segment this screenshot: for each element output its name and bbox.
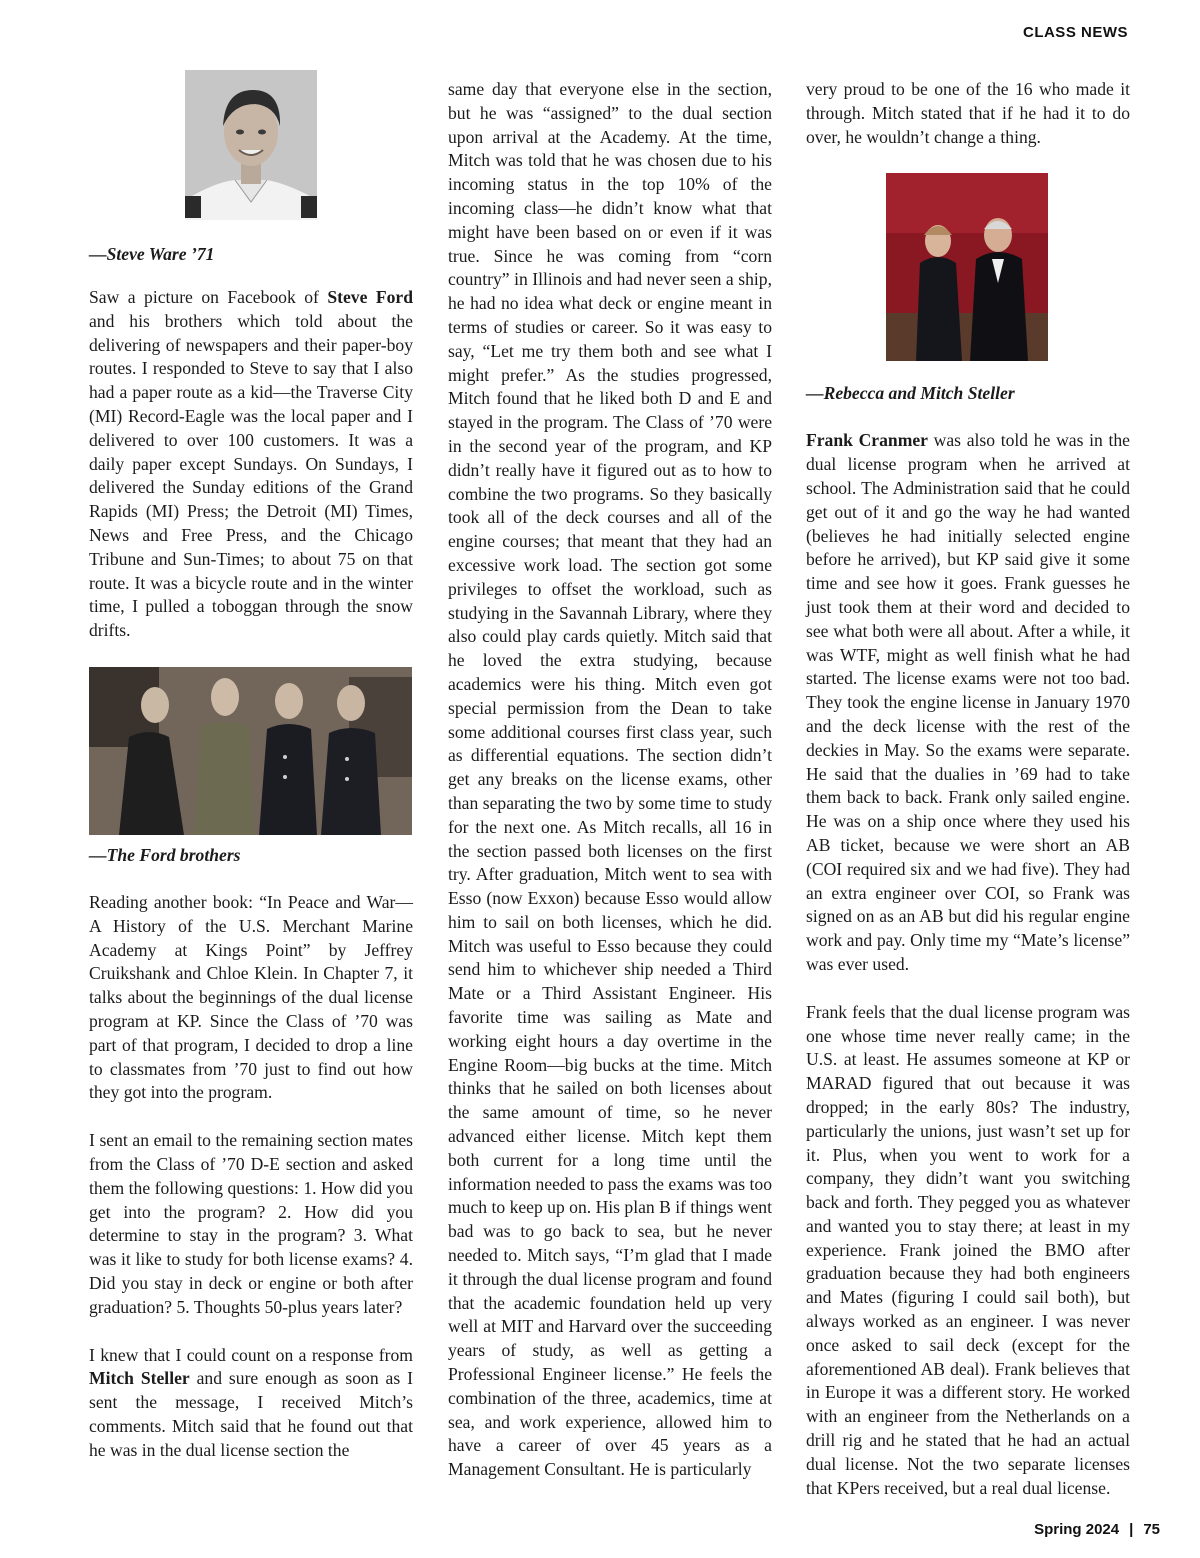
photo-rebecca-mitch-steller (886, 173, 1048, 361)
photo-caption-rebecca-mitch: —Rebecca and Mitch Steller (806, 383, 1015, 404)
name-steve-ford: Steve Ford (327, 287, 413, 307)
paragraph-mitch-intro: I knew that I could count on a response from (89, 1344, 413, 1365)
photo-caption-steve-ware: —Steve Ware ’71 (89, 244, 215, 264)
column-3 (806, 78, 1130, 1524)
paragraph-email-questions: I sent an email to the remaining section mates from the Class of ’70 D-E section and asked them the following questions: 1. How did you get into the program? 2. How did you determine to stay in the program? 3. What was it like to study for both license exams? 4. Did you stay in deck or engine or both after graduation? 5. Thoughts 50-plus years later? (89, 1130, 413, 1317)
paragraph-paper-route (89, 286, 413, 643)
footer-separator: | (1129, 1521, 1134, 1538)
paragraph-frank-thoughts: Frank feels that the dual license program was one whose time never really came; in the U.S. at least. He assumes someone at KP or MARAD figured that out because it was dropped; in the early 80s? The industry, particularly the unions, just wasn’t set up for it. Plus, when you went to work for a company, they didn’t want you switching back and forth. They pegged you as whatever and wanted you to stay there; at least in my experience. Frank joined the BMO after graduation because they had both engineers and Mates (figuring I could sail both), but always worked as an engineer. I was never once asked to sail deck (except for the aforementioned AB deal). Frank believes that in Europe it was a different story. He worked with an engineer from the Netherlands on a drill rig and he stated that he had an actual dual license. Not the two separate licenses that KPers received, but a real dual license. (806, 1001, 1130, 1498)
paragraph-paper-route-intro: Saw a picture on Facebook of (89, 287, 328, 307)
paragraph-mitch-response (89, 1344, 413, 1463)
paragraph-mitch-conclusion: very proud to be one of the 16 who made it through. Mitch stated that if he had it to do over, he wouldn’t change a thing. (806, 79, 1130, 147)
group-photo-ford-brothers (89, 667, 412, 835)
photo-caption-ford-brothers: —The Ford brothers (89, 844, 241, 865)
paragraph-frank-text: was also told he was in the dual license program when he arrived at school. The Administration said that he could get out of it and go the way he had wanted (believes he had initially selected engine before he arrived), but KP said give it some time and see how it goes. Frank guesses he just took them at their word and decided to see what both were all about. After a while, it was WTF, might as well finish what he had started. The license exams were not too bad. They took the engine license in January 1970 and the deck license with the rest of the deckies in May. So the exams were separate. He said that the dualies in ’69 had to take them back to back. Frank only sailed engine. He was on a ship once where they used his AB ticket, because we were short an AB (COI required six and we had five). They had an extra engineer over COI, so Frank was signed on as an AB but did his regular engine work and pay. Only time my “Mate’s license” was ever used. (806, 430, 1130, 974)
paragraph-paper-route-text: and his brothers which told about the delivering of newspapers and their paper-boy routes. I responded to Steve to say that I also had a paper route as a kid—the Traverse City (MI) Record-Eagle was the local paper and I delivered to over 100 customers. It was a daily paper except Sundays. On Sundays, I delivered the Sunday editions of the Grand Rapids (MI) Press; the Detroit (MI) Times, News and Free Press, and the Chicago Tribune and Sun-Times; to about 75 on that route. It was a bicycle route and in the winter time, I pulled a toboggan through the snow drifts. (89, 310, 413, 641)
name-frank-cranmer: Frank Cranmer (806, 430, 928, 451)
portrait-photo-steve-ware (185, 70, 317, 220)
paragraph-book: Reading another book: “In Peace and War—A History of the U.S. Merchant Marine Academy at Kings Point” by Jeffrey Cruikshank and Chloe Klein. In Chapter 7, it talks about the beginnings of the dual license program at KP. Since the Class of ’70 was part of that program, I decided to drop a line to classmates from ’70 just to find out how they got into the program. (89, 891, 413, 1103)
paragraph-mitch-story: same day that everyone else in the section, but he was “assigned” to the dual section upon arrival at the Academy. At the time, Mitch was told that he was chosen due to his incoming status in the top 10% of the incoming class—he didn’t know what that might have been based on or even if it was true. Since he was coming from “corn country” in Illinois and had never seen a ship, he had no idea what deck or engine meant in terms of studies or career. So it was easy to say, “Let me try them both and see what I might prefer.” As the studies progressed, Mitch found that he liked both D and E and stayed in the program. The Class of ’70 were in the second year of the program, and KP didn’t really have it figured out as to how to combine the two programs. So they basically took all of the deck courses and all of the engine courses; that meant that they had an excessive work load. The section got some privileges to offset the workload, such as studying in the Savannah Library, where they also could play cards quietly. Mitch said that he loved the extra studying, because academics were his thing. Mitch even got special permission from the Dean to take some additional courses first class year, such as differential equations. The section didn’t get any breaks on the license exams, other than separating the two by some time to study for the next one. As Mitch recalls, all 16 in the section passed both licenses on the first try. After graduation, Mitch went to sea with Esso (now Exxon) because Esso would allow him to sail on both licenses, which he did. Mitch was useful to Esso because they could send him to whichever ship needed a Third Mate or a Third Assistant Engineer. His favorite time was sailing as Mate and working eight hours a day overtime in the Engine Room—big bucks at the time. Mitch thinks that he sailed on both licenses about the same amount of time, so he never advanced either license. Mitch kept them both current for a long time until the information needed to pass the exams was too much to keep up on. His plan B if things went bad was to go back to sea, but he never needed to. Mitch says, “I’m glad that I made it through the dual license program and found that the academic foundation held up very well at MIT and Harvard over the succeeding years of study, as well as getting a Professional Engineer license.” He feels the combination of the three, academics, time at sea, and work experience, allowed him to have a career of over 45 years as a Management Consultant. He is particularly (448, 79, 772, 1480)
name-mitch-steller: Mitch Steller (89, 1368, 190, 1389)
column-1 (89, 70, 413, 1486)
paragraph-mitch-text: and sure enough as soon as I sent the message, I received Mitch’s comments. Mitch said that he found out that he was in the dual license section the (89, 1368, 413, 1460)
section-header: CLASS NEWS (1022, 24, 1128, 41)
page-number: 75 (1143, 1521, 1160, 1538)
paragraph-frank-cranmer (806, 429, 1130, 976)
issue-label: Spring 2024 (1034, 1521, 1120, 1538)
column-2 (448, 78, 772, 1506)
page-footer (1034, 1521, 1160, 1538)
